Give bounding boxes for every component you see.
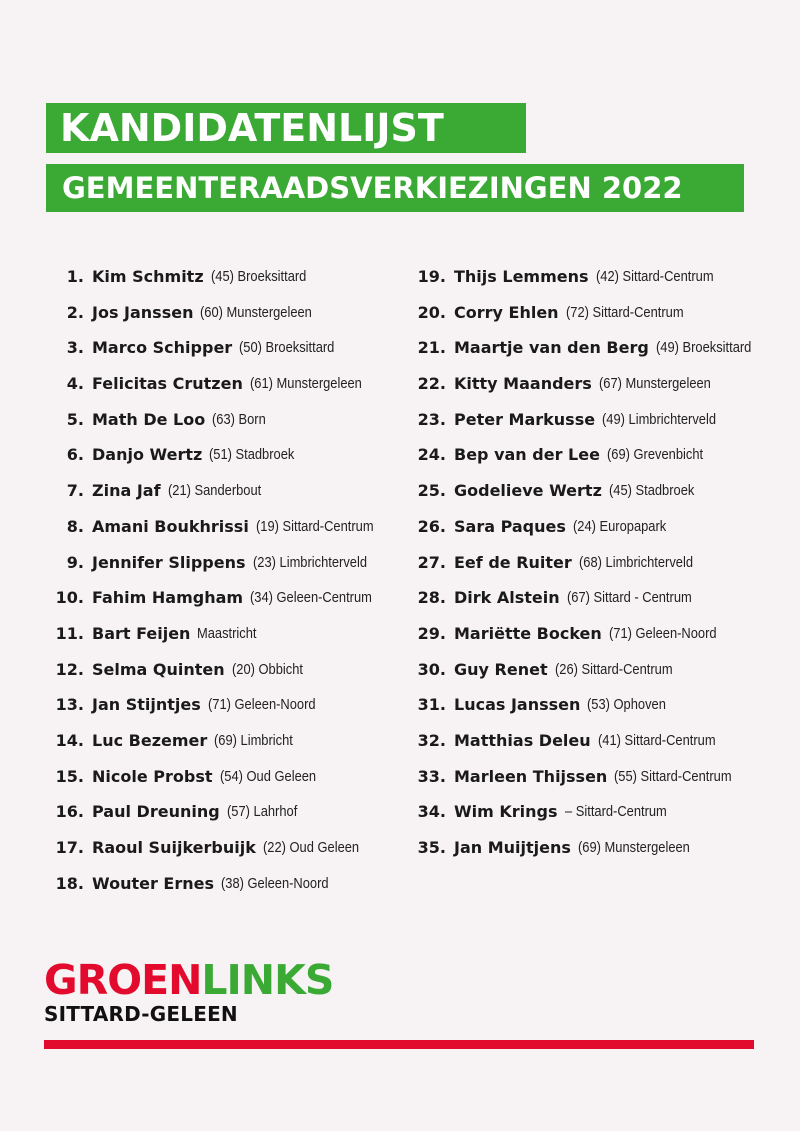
candidate-detail: (34) Geleen-Centrum: [250, 589, 372, 607]
candidate-number: 15.: [55, 766, 84, 786]
candidate-number: 26.: [417, 516, 446, 536]
candidate-name: Sara Paques: [454, 516, 566, 536]
candidate-number: 12.: [55, 659, 84, 679]
candidate-number: 21.: [417, 338, 446, 358]
candidate-detail: (68) Limbrichterveld: [578, 553, 693, 571]
candidate-item: [408, 366, 788, 402]
groenlinks-logo: [44, 958, 333, 1026]
candidate-item: [408, 473, 788, 509]
candidate-detail: (69) Munstergeleen: [577, 839, 690, 856]
candidate-item: [46, 794, 406, 830]
candidate-item: [408, 509, 788, 545]
candidate-number: 18.: [55, 873, 84, 893]
candidate-detail: (67) Munstergeleen: [598, 375, 711, 393]
candidate-item: [46, 402, 406, 438]
candidate-item: [46, 437, 406, 473]
candidate-name: Kim Schmitz: [92, 267, 204, 286]
candidate-number: 23.: [417, 409, 446, 429]
candidate-number: 25.: [417, 481, 446, 501]
candidate-detail: (53) Ophoven: [587, 696, 667, 714]
candidate-number: 35.: [417, 838, 446, 857]
candidate-name: Lucas Janssen: [454, 695, 581, 715]
candidate-item: [408, 545, 788, 581]
candidate-name: Godelieve Wertz: [454, 481, 602, 501]
candidate-item: [408, 437, 788, 473]
candidate-item: [408, 652, 788, 688]
candidate-detail: (60) Munstergeleen: [200, 303, 313, 321]
candidate-detail: (67) Sittard - Centrum: [566, 589, 692, 607]
candidate-name: Mariëtte Bocken: [454, 623, 602, 643]
candidate-number: 29.: [417, 623, 446, 643]
candidate-detail: (54) Oud Geleen: [219, 767, 316, 785]
candidate-number: 11.: [55, 623, 84, 643]
candidate-name: Guy Renet: [454, 659, 548, 679]
candidate-detail: (55) Sittard-Centrum: [614, 767, 732, 785]
candidate-number: 2.: [66, 302, 84, 322]
candidate-name: Danjo Wertz: [92, 445, 203, 465]
candidate-number: 27.: [417, 552, 446, 572]
candidate-name: Jan Muijtjens: [454, 838, 571, 857]
candidate-number: 31.: [417, 695, 446, 715]
candidate-item: [408, 295, 788, 331]
candidate-item: [46, 580, 406, 616]
candidate-name: Nicole Probst: [92, 766, 213, 786]
candidate-item: [408, 759, 788, 795]
candidate-item: [46, 330, 406, 366]
candidate-item: [408, 794, 788, 830]
candidate-name: Matthias Deleu: [454, 730, 591, 750]
candidate-number: 14.: [55, 730, 84, 750]
candidate-name: Corry Ehlen: [454, 302, 559, 322]
candidate-number: 28.: [417, 588, 446, 608]
candidate-name: Fahim Hamgham: [92, 588, 244, 608]
candidate-item: [408, 723, 788, 759]
candidate-name: Paul Dreuning: [92, 802, 220, 822]
candidate-detail: (63) Born: [212, 410, 266, 428]
candidate-item: [46, 723, 406, 759]
candidate-name: Math De Loo: [92, 409, 206, 429]
candidate-number: 34.: [417, 802, 446, 822]
candidate-item: [408, 330, 788, 366]
candidate-number: 33.: [417, 766, 446, 786]
candidate-item: [46, 759, 406, 795]
candidate-name: Felicitas Crutzen: [92, 374, 243, 394]
candidate-detail: (19) Sittard-Centrum: [255, 517, 374, 535]
candidate-detail: Maastricht: [197, 624, 257, 642]
candidate-detail: (23) Limbrichterveld: [252, 553, 367, 571]
candidate-name: Marco Schipper: [92, 338, 233, 358]
candidate-detail: (26) Sittard-Centrum: [554, 660, 673, 678]
logo-word-groen: GROEN: [44, 956, 202, 1004]
candidate-number: 30.: [417, 659, 446, 679]
candidate-item: [46, 366, 406, 402]
candidate-detail: (21) Sanderbout: [167, 482, 261, 500]
candidate-name: Wouter Ernes: [92, 873, 215, 893]
candidate-number: 1.: [66, 267, 84, 286]
logo-city: SITTARD-GELEEN: [44, 1002, 238, 1026]
candidate-name: Amani Boukhrissi: [92, 516, 249, 536]
candidate-item: [46, 687, 406, 723]
candidate-name: Selma Quinten: [92, 659, 225, 679]
candidate-item: [408, 402, 788, 438]
candidate-detail: – Sittard-Centrum: [564, 803, 667, 821]
candidate-item: [408, 830, 788, 866]
candidate-name: Bep van der Lee: [454, 445, 600, 465]
candidate-item: [46, 616, 406, 652]
candidate-name: Bart Feijen: [92, 623, 191, 643]
candidate-detail: (22) Oud Geleen: [262, 839, 359, 856]
candidate-item: [408, 616, 788, 652]
candidate-item: [46, 509, 406, 545]
candidate-number: 5.: [66, 409, 84, 429]
candidate-number: 16.: [55, 802, 84, 822]
candidate-detail: (51) Stadbroek: [209, 446, 295, 464]
footer-divider: [44, 1040, 754, 1049]
candidate-number: 13.: [55, 695, 84, 715]
candidate-detail: (69) Grevenbicht: [606, 446, 703, 464]
candidate-detail: (49) Limbrichterveld: [602, 410, 717, 428]
candidate-detail: (42) Sittard-Centrum: [595, 268, 714, 285]
candidate-name: Jos Janssen: [92, 302, 194, 322]
candidate-detail: (45) Broeksittard: [210, 268, 306, 285]
page-title: KANDIDATENLIJST: [46, 103, 526, 153]
candidate-detail: (57) Lahrhof: [226, 803, 297, 821]
candidate-name: Marleen Thijssen: [454, 766, 608, 786]
candidate-number: 20.: [417, 302, 446, 322]
candidate-number: 22.: [417, 374, 446, 394]
candidate-detail: (72) Sittard-Centrum: [565, 303, 684, 321]
candidate-name: Dirk Alstein: [454, 588, 560, 608]
candidate-number: 32.: [417, 730, 446, 750]
candidate-detail: (24) Europapark: [572, 517, 667, 535]
candidate-number: 24.: [417, 445, 446, 465]
logo-wordmark: [44, 958, 333, 1002]
candidate-detail: (71) Geleen-Noord: [207, 696, 316, 714]
candidate-detail: (20) Obbicht: [231, 660, 303, 678]
logo-word-links: LINKS: [201, 956, 334, 1004]
candidate-item: [46, 473, 406, 509]
candidate-item: [408, 687, 788, 723]
candidate-name: Jennifer Slippens: [92, 552, 246, 572]
candidate-number: 17.: [55, 838, 84, 857]
candidate-name: Eef de Ruiter: [454, 552, 572, 572]
candidate-detail: (45) Stadbroek: [608, 482, 695, 500]
candidate-detail: (71) Geleen-Noord: [608, 624, 717, 642]
candidate-number: 8.: [66, 516, 84, 536]
candidate-name: Jan Stijntjes: [92, 695, 201, 715]
candidate-name: Raoul Suijkerbuijk: [92, 838, 256, 857]
candidate-item: [46, 259, 406, 295]
candidate-number: 19.: [417, 267, 446, 286]
candidate-list-left: [46, 259, 406, 901]
candidate-number: 10.: [55, 588, 84, 608]
candidate-list-right: [408, 259, 788, 866]
candidate-item: [46, 295, 406, 331]
candidate-number: 9.: [66, 552, 84, 572]
candidate-item: [46, 866, 406, 902]
candidate-name: Thijs Lemmens: [454, 267, 589, 286]
candidate-detail: (38) Geleen-Noord: [221, 874, 329, 892]
candidate-name: Zina Jaf: [92, 481, 161, 501]
candidate-name: Peter Markusse: [454, 409, 596, 429]
candidate-item: [46, 545, 406, 581]
page-subtitle: GEMEENTERAADSVERKIEZINGEN 2022: [46, 164, 744, 212]
candidate-detail: (69) Limbricht: [214, 731, 294, 749]
candidate-detail: (61) Munstergeleen: [249, 375, 362, 393]
candidate-item: [46, 830, 406, 866]
candidate-number: 7.: [66, 481, 84, 501]
candidate-number: 3.: [66, 338, 84, 358]
candidate-detail: (49) Broeksittard: [655, 339, 752, 357]
candidate-name: Kitty Maanders: [454, 374, 592, 394]
candidate-item: [408, 580, 788, 616]
candidate-detail: (41) Sittard-Centrum: [597, 731, 716, 749]
candidate-name: Luc Bezemer: [92, 730, 208, 750]
candidate-item: [46, 652, 406, 688]
candidate-name: Maartje van den Berg: [454, 338, 649, 358]
candidate-detail: (50) Broeksittard: [239, 339, 335, 357]
candidate-name: Wim Krings: [454, 802, 558, 822]
candidate-item: [408, 259, 788, 295]
candidate-number: 4.: [66, 374, 84, 394]
candidate-number: 6.: [66, 445, 84, 465]
